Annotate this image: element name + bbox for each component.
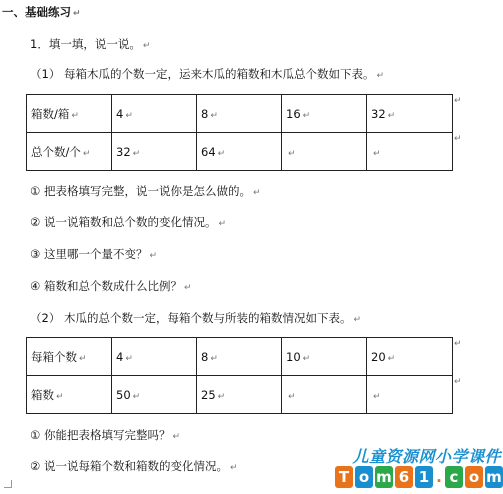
item-2-1: ① 你能把表格填写完整吗？ ↵ <box>30 428 181 442</box>
table-cell: 10 ↵ <box>282 338 367 376</box>
watermark-letter: c <box>445 466 463 488</box>
watermark-letter: 1 <box>415 466 433 488</box>
watermark-letter: T <box>335 466 353 488</box>
table-cell: 20 ↵ <box>367 338 453 376</box>
table-cell: 8 ↵ <box>197 338 282 376</box>
table-cell: ↵ <box>282 133 367 171</box>
table-row <box>27 133 453 171</box>
table-cell: 4 ↵ <box>112 338 197 376</box>
row-end-mark: ↵ <box>454 134 462 144</box>
row-end-mark: ↵ <box>454 377 462 387</box>
page-corner-mark <box>4 480 12 488</box>
table-cell: 8 ↵ <box>197 95 282 133</box>
table-cell: 总个数/个 ↵ <box>27 133 112 171</box>
table-cell: 50 ↵ <box>112 376 197 414</box>
question-1 <box>30 36 150 54</box>
watermark-letter: . <box>436 468 442 486</box>
table-cell: ↵ <box>367 376 453 414</box>
subquestion-1 <box>30 66 384 84</box>
watermark-letters <box>335 466 503 488</box>
item-1-3: ③ 这里哪一个量不变？ ↵ <box>30 247 158 261</box>
table-cell: 25 ↵ <box>197 376 282 414</box>
paragraph-mark: ↵ <box>142 41 151 51</box>
item-2-2: ② 说一说每箱个数和箱数的变化情况。 ↵ <box>30 459 238 473</box>
table-cell: 箱数 ↵ <box>27 376 112 414</box>
item-1-1: ① 把表格填写完整，说一说你是怎么做的。 ↵ <box>30 184 261 198</box>
table-cell: 每箱个数 ↵ <box>27 338 112 376</box>
watermark-title: 儿童资源网小学课件 <box>352 447 501 466</box>
table-cell: 32 ↵ <box>112 133 197 171</box>
section-title-text: 一、基础练习 <box>2 5 71 19</box>
table-cell: 16 ↵ <box>282 95 367 133</box>
paragraph-mark: ↵ <box>73 9 81 19</box>
table-per-box-boxes <box>26 337 453 414</box>
row-end-mark: ↵ <box>454 339 462 349</box>
watermark-letter: o <box>355 466 373 488</box>
table-cell: 箱数/箱 ↵ <box>27 95 112 133</box>
watermark-letter: m <box>486 468 502 486</box>
question-1-text: 1．填一填，说一说。 <box>30 37 141 51</box>
watermark-letter: m <box>376 468 392 486</box>
table-cell: 64 ↵ <box>197 133 282 171</box>
subquestion-1-text: （1） 每箱木瓜的个数一定，运来木瓜的箱数和木瓜总个数如下表。 <box>30 67 375 81</box>
table-row <box>27 338 453 376</box>
row-end-mark: ↵ <box>454 96 462 106</box>
table-cell: 4 ↵ <box>112 95 197 133</box>
site-watermark-logo <box>325 444 503 494</box>
table-cell: ↵ <box>282 376 367 414</box>
watermark-letter: o <box>465 466 483 488</box>
table-cell: ↵ <box>367 133 453 171</box>
subquestion-2-text: （2） 木瓜的总个数一定，每箱个数与所装的箱数情况如下表。 <box>30 311 352 325</box>
watermark-letter: 6 <box>395 466 413 488</box>
table-row <box>27 95 453 133</box>
item-1-4: ④ 箱数和总个数成什么比例？ ↵ <box>30 279 192 293</box>
item-1-2: ② 说一说箱数和总个数的变化情况。 ↵ <box>30 215 227 229</box>
table-row <box>27 376 453 414</box>
subquestion-2: （2） 木瓜的总个数一定，每箱个数与所装的箱数情况如下表。 ↵ <box>30 311 362 325</box>
section-title <box>2 4 81 22</box>
table-cell: 32 ↵ <box>367 95 453 133</box>
paragraph-mark: ↵ <box>376 71 385 81</box>
table-boxes-total <box>26 94 453 171</box>
